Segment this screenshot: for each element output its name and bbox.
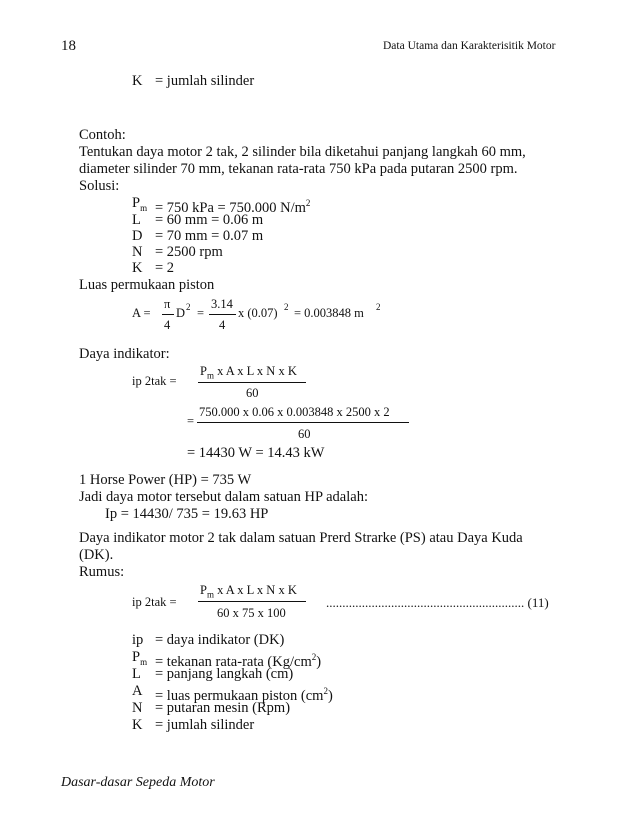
top-def-var: K bbox=[132, 73, 143, 89]
solusi-text-l: = 60 mm = 0.06 m bbox=[155, 212, 264, 228]
luas-frac-line-1 bbox=[162, 314, 174, 315]
ps-eq-number: ............................................................. (11) bbox=[326, 595, 549, 610]
daya-frac-line-1 bbox=[198, 382, 306, 383]
solusi-text-pm: = 750 kPa = 750.000 $N/m^2$ bbox=[155, 198, 311, 216]
ps-lhs: ip 2tak = bbox=[132, 595, 177, 609]
legend-text-ip: = daya indikator (DK) bbox=[155, 632, 285, 648]
solusi-var-d: D bbox=[132, 228, 143, 244]
legend-var-k: K bbox=[132, 717, 143, 733]
solusi-text-n: = 2500 rpm bbox=[155, 244, 223, 260]
hp-line-2: Jadi daya motor tersebut dalam satuan HP adalah: bbox=[79, 489, 368, 505]
ps-para-line-1: Daya indikator motor 2 tak dalam satuan Prerd Strarke (PS) atau Daya Kuda bbox=[79, 530, 523, 546]
legend-var-l: L bbox=[132, 666, 141, 682]
solusi-var-l: L bbox=[132, 212, 141, 228]
contoh-line-2: diameter silinder 70 mm, tekanan rata-rata 750 kPa pada putaran 2500 rpm. bbox=[79, 161, 518, 177]
solusi-var-pm: $P_m$ bbox=[132, 195, 148, 213]
daya-lhs: ip 2tak = bbox=[132, 374, 177, 388]
hp-line-1: 1 Horse Power (HP) = 735 W bbox=[79, 472, 252, 488]
ps-para-line-2: (DK). bbox=[79, 547, 114, 563]
daya-result: = 14430 W = 14.43 kW bbox=[187, 445, 325, 461]
luas-den2: 4 bbox=[219, 318, 226, 332]
ps-den: 60 x 75 x 100 bbox=[217, 606, 286, 620]
solusi-label: Solusi: bbox=[79, 178, 120, 194]
solusi-var-n: N bbox=[132, 244, 143, 260]
top-def-text: = jumlah silinder bbox=[155, 73, 255, 89]
luas-four: 4 bbox=[164, 318, 171, 332]
daya-eq: = bbox=[187, 414, 195, 428]
ps-rumus: Rumus: bbox=[79, 564, 125, 580]
daya-num2: 750.000 x 0.06 x 0.003848 x 2500 x 2 bbox=[199, 405, 390, 419]
running-title: Data Utama dan Karakterisitik Motor bbox=[383, 40, 556, 52]
page-number: 18 bbox=[61, 38, 76, 54]
legend-var-pm: $P_m$ bbox=[132, 649, 148, 667]
daya-den2: 60 bbox=[298, 427, 311, 441]
luas-eq-1: = bbox=[197, 306, 205, 320]
daya-num: $P_m$ x A x L x N x K bbox=[200, 364, 297, 381]
legend-var-ip: ip bbox=[132, 632, 144, 648]
daya-label: Daya indikator: bbox=[79, 346, 170, 362]
legend-text-a: = luas permukaan piston $(cm^2)$ bbox=[155, 686, 333, 704]
ps-frac-line bbox=[198, 601, 306, 602]
luas-result: = 0.003848 m bbox=[294, 306, 364, 320]
solusi-var-k: K bbox=[132, 260, 143, 276]
solusi-text-d: = 70 mm = 0.07 m bbox=[155, 228, 264, 244]
legend-var-n: N bbox=[132, 700, 143, 716]
hp-line-3: Ip = 14430/ 735 = 19.63 HP bbox=[105, 506, 269, 522]
luas-d: D bbox=[176, 306, 186, 320]
ps-num: $P_m$ x A x L x N x K bbox=[200, 583, 297, 600]
contoh-line-1: Tentukan daya motor 2 tak, 2 silinder bila diketahui panjang langkah 60 mm, bbox=[79, 144, 526, 160]
luas-lhs: A = bbox=[132, 306, 151, 320]
luas-result-exp: 2 bbox=[376, 302, 381, 312]
legend-text-n: = putaran mesin (Rpm) bbox=[155, 700, 291, 716]
luas-label: Luas permukaan piston bbox=[79, 277, 215, 293]
legend-text-k: = jumlah silinder bbox=[155, 717, 255, 733]
luas-rest-exp: 2 bbox=[284, 302, 289, 312]
legend-text-l: = panjang langkah (cm) bbox=[155, 666, 294, 682]
contoh-label: Contoh: bbox=[79, 127, 126, 143]
luas-pi: π bbox=[164, 297, 171, 311]
daya-frac-line-2 bbox=[197, 422, 409, 423]
luas-d-exp: 2 bbox=[186, 302, 191, 312]
luas-num2: 3.14 bbox=[211, 297, 233, 311]
solusi-text-k: = 2 bbox=[155, 260, 175, 276]
luas-rest: x (0.07) bbox=[238, 306, 278, 320]
legend-text-pm: = tekanan rata-rata $(Kg/cm^2)$ bbox=[155, 652, 322, 670]
legend-var-a: A bbox=[132, 683, 143, 699]
footer-title: Dasar-dasar Sepeda Motor bbox=[61, 775, 215, 790]
daya-den: 60 bbox=[246, 386, 259, 400]
luas-frac-line-2 bbox=[209, 314, 236, 315]
